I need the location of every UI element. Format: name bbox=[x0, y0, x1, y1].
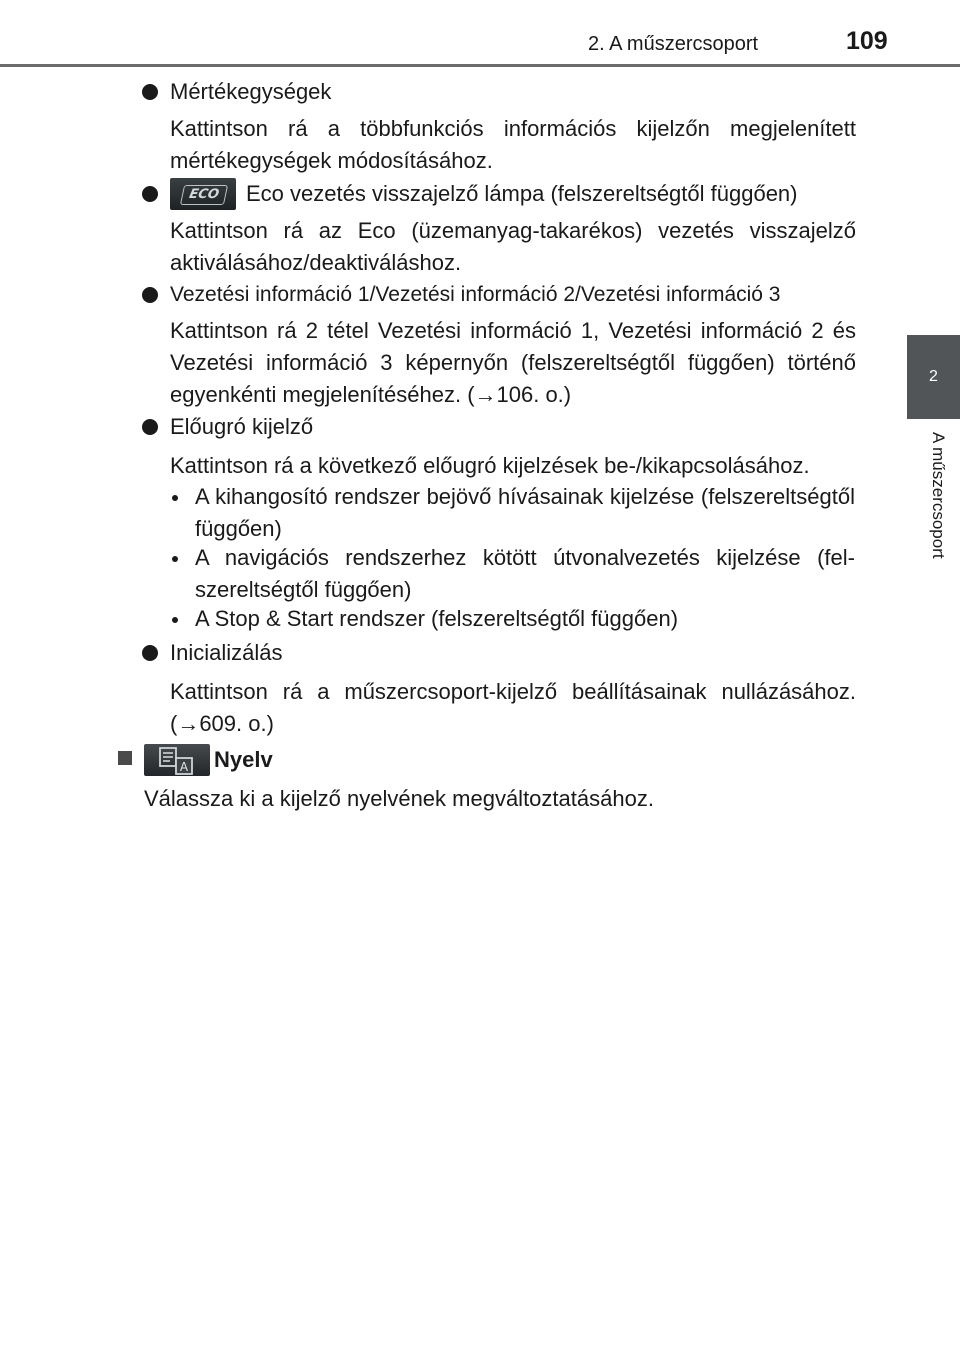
bullet-icon bbox=[142, 186, 158, 202]
init-description: Kattintson rá a műszercsoport-kijelző beállításainak nullázásához. (→609. o.) bbox=[170, 679, 856, 736]
drive-info-description: Kattintson rá 2 tétel Vezetési információ 1, Vezetési információ 2 és Vezetési információ 3 képernyőn (felszereltségtől függően) történő egyenkénti megjelenítéséhez. (→106. o.) bbox=[170, 318, 856, 407]
chapter-tab: 2 bbox=[907, 335, 960, 419]
popup-subitem: A kihangosító rendszer bejövő hívásainak kijelzése (felszereltségtől függően) bbox=[195, 484, 855, 541]
language-title: Nyelv bbox=[214, 747, 273, 772]
bullet-icon bbox=[142, 645, 158, 661]
eco-title: Eco vezetés visszajelző lámpa (felszereltségtől függően) bbox=[246, 181, 798, 206]
sub-bullet-icon bbox=[172, 495, 178, 501]
popup-description: Kattintson rá a következő előugró kijelzések be-/kikapcsolásához. bbox=[170, 453, 810, 478]
drive-info-title: Vezetési információ 1/Vezetési információ 2/Vezetési információ 3 bbox=[170, 283, 781, 306]
popup-title: Előugró kijelző bbox=[170, 414, 314, 439]
language-icon bbox=[144, 744, 210, 776]
popup-subitem: A navigációs rendszerhez kötött útvonalvezetés kijelzése (felszereltségtől függően) bbox=[195, 545, 855, 602]
language-description: Válassza ki a kijelző nyelvének megváltoztatásához. bbox=[144, 786, 654, 811]
bullet-icon bbox=[142, 84, 158, 100]
bullet-icon bbox=[142, 419, 158, 435]
sub-bullet-icon bbox=[172, 556, 178, 562]
section-square-icon bbox=[118, 751, 132, 765]
eco-indicator-icon bbox=[170, 178, 236, 210]
units-description: Kattintson rá a többfunkciós információs kijelzőn megjelenített mértékegységek módosításához. bbox=[170, 116, 856, 173]
eco-description: Kattintson rá az Eco (üzemanyag-takarékos) vezetés visszajelző aktiválásához/deaktiváláshoz. bbox=[170, 218, 856, 275]
sub-bullet-icon bbox=[172, 617, 178, 623]
eco-icon-text: ECO bbox=[180, 185, 228, 205]
page-number: 109 bbox=[846, 27, 888, 55]
bullet-icon bbox=[142, 287, 158, 303]
svg-text:A: A bbox=[179, 760, 189, 774]
section-title: 2. A műszercsoport bbox=[588, 33, 759, 55]
popup-subitem: A Stop & Start rendszer (felszereltségtől függően) bbox=[195, 606, 679, 631]
units-title: Mértékegységek bbox=[170, 79, 332, 104]
chapter-label: A műszercsoport bbox=[929, 432, 948, 559]
init-title: Inicializálás bbox=[170, 640, 283, 665]
